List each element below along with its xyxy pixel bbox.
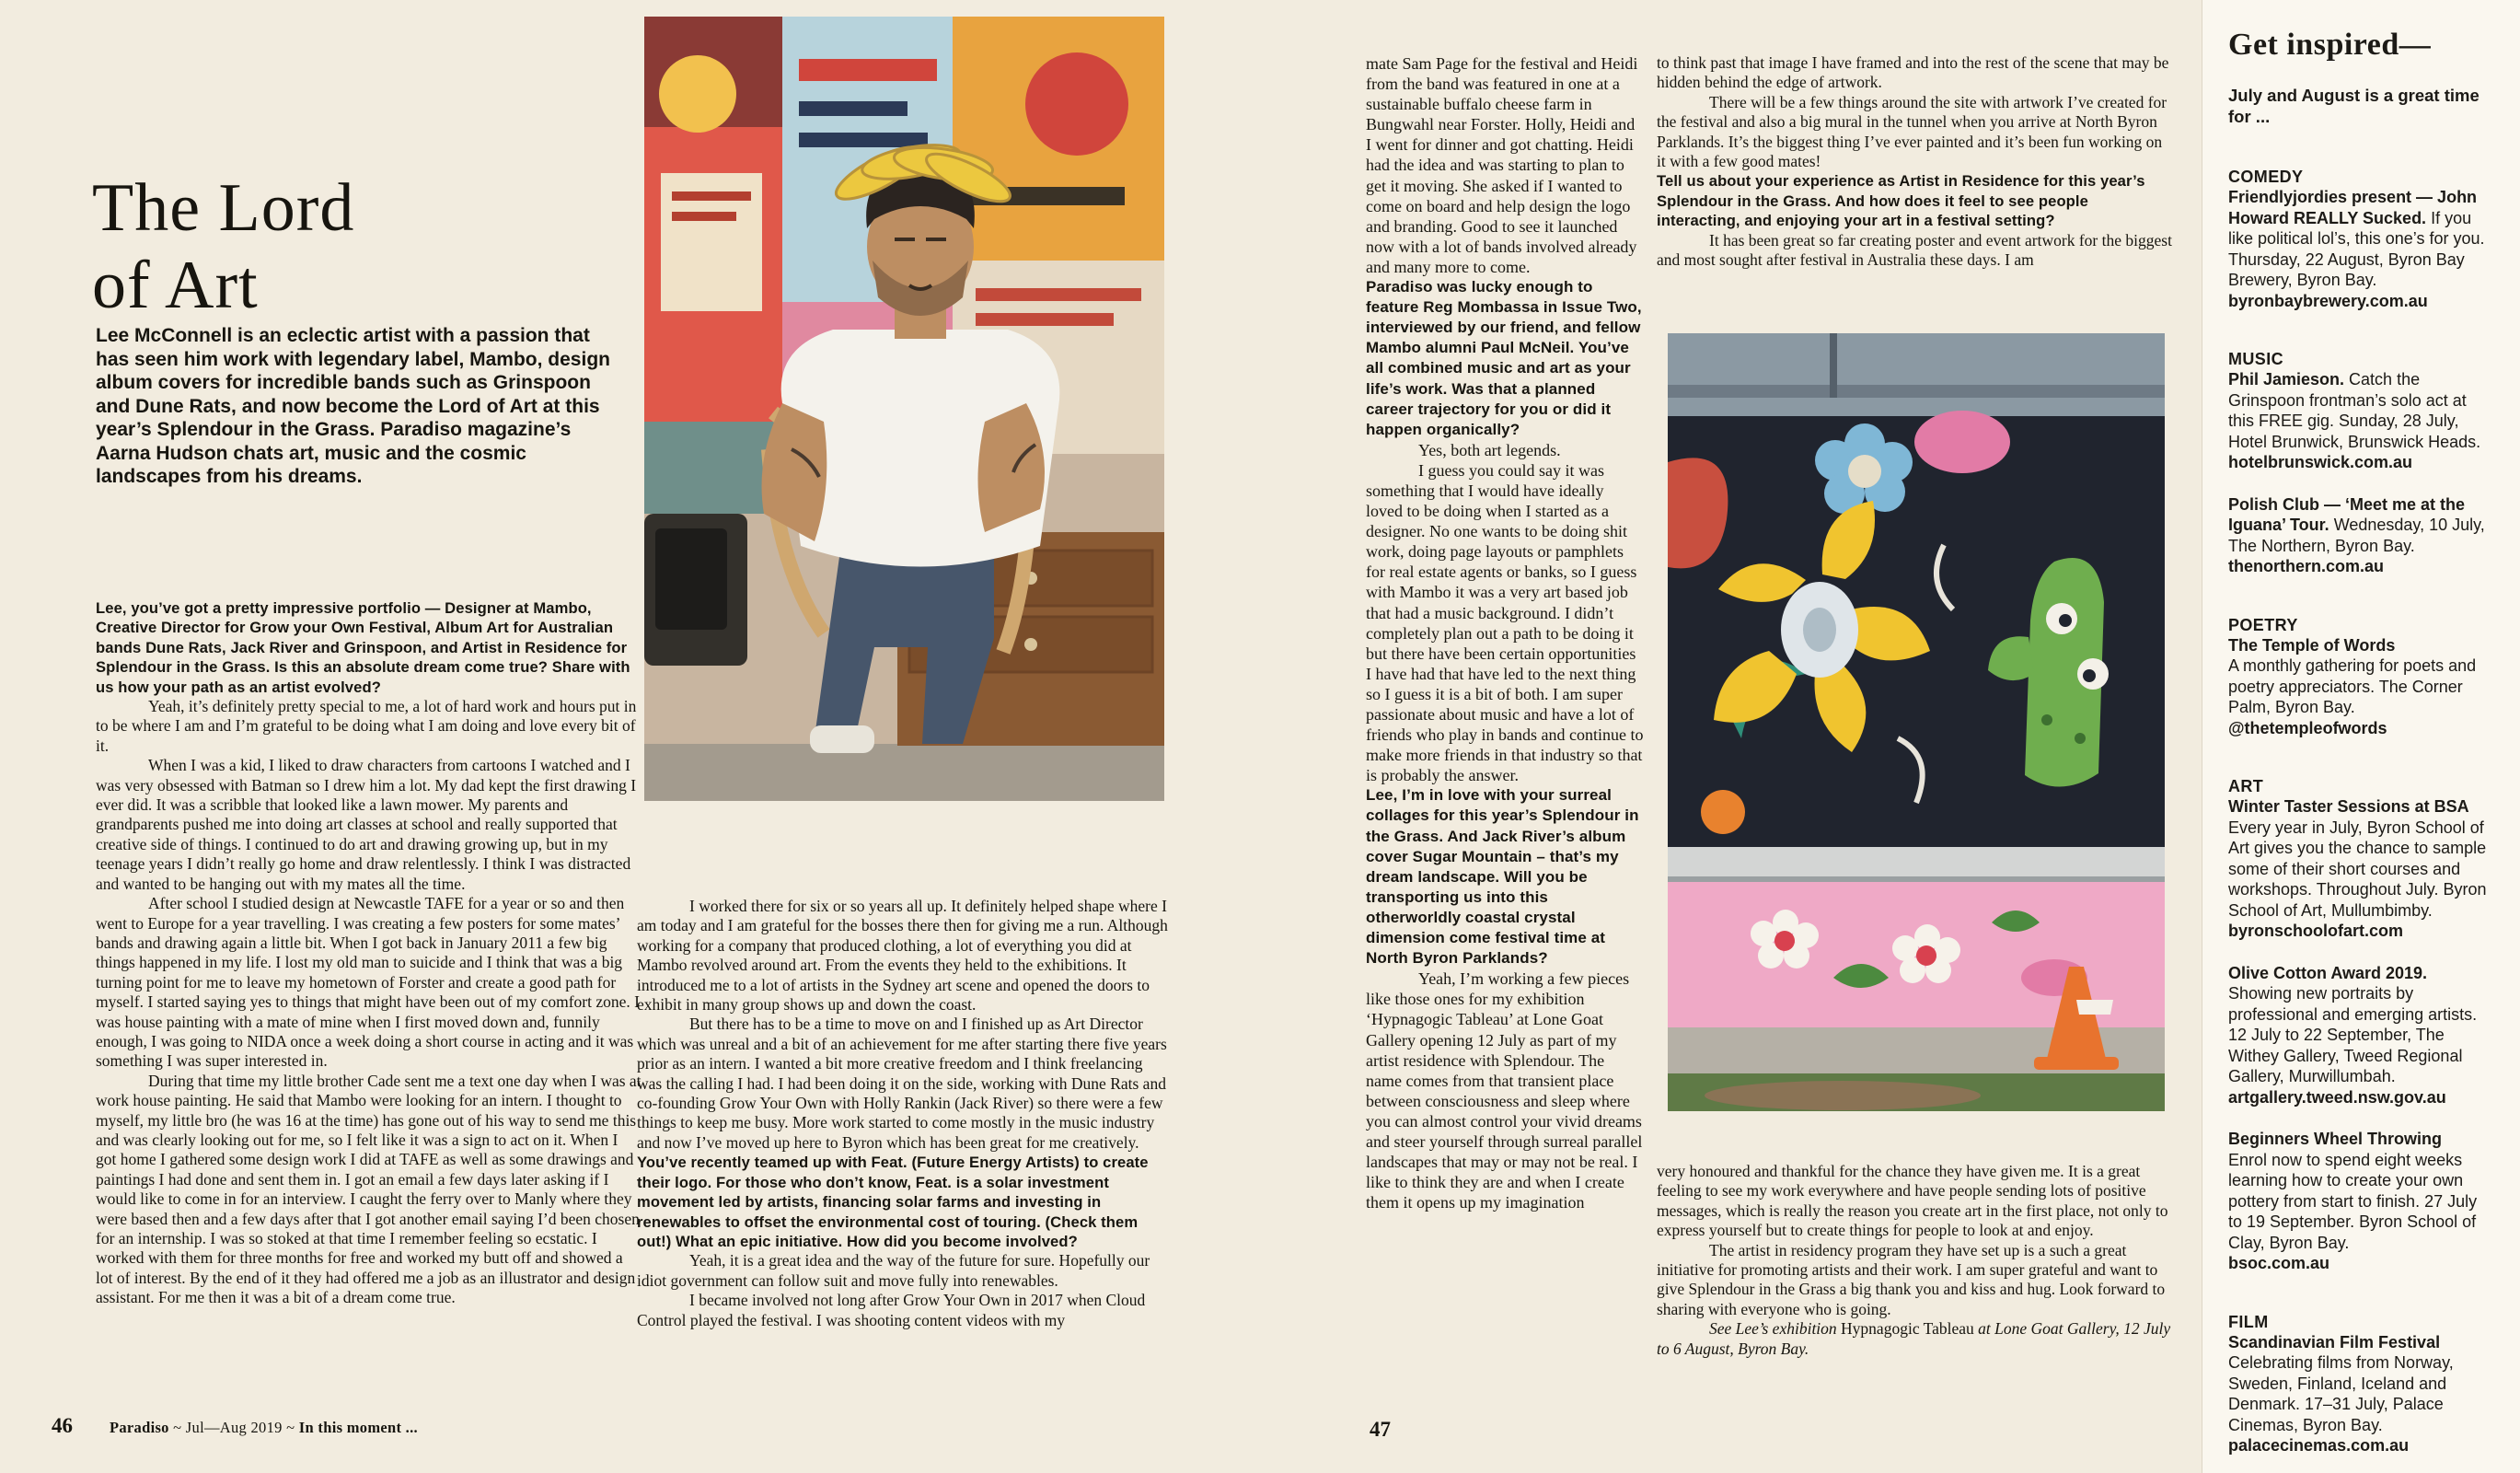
event-link: thenorthern.com.au <box>2228 557 2385 575</box>
left-page-footer <box>52 1414 418 1438</box>
event-title: Phil Jamieson. <box>2228 370 2345 389</box>
sky <box>1668 333 2165 416</box>
article-column-1 <box>96 598 642 1308</box>
event-title: The Temple of Words <box>2228 635 2396 655</box>
article-paragraph: It has been great so far creating poster and event artwork for the biggest and most sought after festival in Australia these days. I am <box>1657 230 2172 270</box>
article-paragraph: When I was a kid, I liked to draw characters from cartoons I watched and I was very obsessed with Batman so I drew him a lot. My dad kept the first drawing I ever did. It was a scribble that looked like a lawn mower. My parents and grandparents pushed me into doing art classes at school and really supported that creative side of things. I continued to do art and drawing growing up, but in my teenage years I didn’t really go home and draw relentlessly. I think I was distracted and wanted to be hanging out with my mates all the time. <box>96 756 637 893</box>
event-listing <box>2228 635 2494 739</box>
article-column-4-top <box>1657 53 2174 270</box>
event-title: Beginners Wheel Throwing <box>2228 1130 2443 1148</box>
title-line-2: of Art <box>92 247 259 323</box>
interview-question: You’ve recently teamed up with Feat. (Future Energy Artists) to create their logo. For those who don’t know, Feat. is a solar investment movement led by artists, financing solar farms and investing in renewables to offset the environmental cost of touring. (Check them out!) What an epic initiative. How did you become involved? <box>637 1154 1149 1250</box>
article-paragraph: The artist in residency program they have set up is a such a great initiative for promoting artists and their work. I am super grateful and want to give Splendour in the Grass a big thank you and kiss and hug. Look forward to sharing with everyone who is going. <box>1657 1240 2166 1318</box>
event-listing <box>2228 963 2494 1108</box>
exhibition-note <box>1657 1319 2179 1359</box>
event-link: bsoc.com.au <box>2228 1254 2330 1272</box>
sidebar-category: FILM <box>2228 1312 2269 1331</box>
get-inspired-sidebar <box>2202 0 2520 1473</box>
event-link: byronbaybrewery.com.au <box>2228 291 2428 310</box>
article-paragraph: There will be a few things around the site with artwork I’ve created for the festival and also a big mural in the tunnel when you arrive at North Byron Parklands. It’s the biggest thing I’ve ever painted and it’s been fun working on it with a few good mates! <box>1657 92 2167 171</box>
note-italic-start: See Lee’s exhibition <box>1709 1319 1842 1339</box>
sidebar-section-comedy <box>2228 168 2494 311</box>
article-paragraph: Yes, both art legends. <box>1418 440 1561 459</box>
sneaker <box>810 725 874 753</box>
article-paragraph: Yeah, it is a great idea and the way of the future for sure. Hopefully our idiot government can follow suit and move fully into renewables. <box>637 1251 1150 1290</box>
article-paragraph: I guess you could say it was something that I would have ideally loved to be doing when I started as a designer. No one wants to be doing shit work, doing page layouts or pamphlets for real estate agents or banks, so I guess with Mambo it was a very art based job that had a music background. I didn’t completely plan out a path to be doing it but there have been certain opportunities I have had that have led to the next thing so I guess it is a bit of both. I am super passionate about music and have a lot of friends who play in bands and continue to make more friends in that industry so that is probably the answer. <box>1366 460 1644 785</box>
mural-photo <box>1668 333 2165 1111</box>
article-paragraph: Yeah, it’s definitely pretty special to me, a lot of hard work and hours put in to be where I am and I’m grateful to be doing what I am doing and love every bit of it. <box>96 697 637 755</box>
sidebar-heading: Get inspired— <box>2228 28 2432 62</box>
interview-question: Tell us about your experience as Artist in Residence for this year’s Splendour in the Grass. And how does it feel to see people interacting, and enjoying your art in a festival setting? <box>1657 172 2145 230</box>
event-link: hotelbrunswick.com.au <box>2228 453 2413 471</box>
event-listing <box>2228 1332 2494 1456</box>
event-details: If you like political lol’s, this one’s for you. Thursday, 22 August, Byron Bay Brewery, Byron Bay. <box>2228 208 2485 289</box>
tv-set <box>644 514 747 666</box>
article-column-2 <box>637 897 1171 1330</box>
sidebar-category: COMEDY <box>2228 168 2304 186</box>
floor <box>644 744 1164 801</box>
footer-text <box>110 1419 418 1437</box>
event-listing <box>2228 187 2494 311</box>
article-paragraph: very honoured and thankful for the chance they have given me. It is a great feeling to see my work everywhere and have people sending lots of positive messages, which is really the reason you create art in the first place, not only to express yourself but to create things for people to look at and enjoy. <box>1657 1162 2168 1240</box>
sidebar-section-music <box>2228 350 2494 577</box>
event-link: palacecinemas.com.au <box>2228 1436 2410 1455</box>
event-listing <box>2228 1129 2494 1274</box>
article-paragraph: to think past that image I have framed and into the rest of the scene that may be hidden behind the edge of artwork. <box>1657 53 2169 92</box>
event-title: Scandinavian Film Festival <box>2228 1332 2441 1351</box>
event-title: Winter Taster Sessions at BSA <box>2228 797 2469 816</box>
sidebar-section-poetry <box>2228 616 2494 739</box>
interview-question: Lee, you’ve got a pretty impressive portfolio — Designer at Mambo, Creative Director for Grow your Own Festival, Album Art for Australian bands Dune Rats, Jack River and Grinspoon, and Artist in Residence for Splendour in the Grass. Is this an absolute dream come true? Share with us how your path as an artist evolved? <box>96 599 630 696</box>
event-details: Every year in July, Byron School of Art gives you the chance to sample some of their short courses and workshops. Throughout July. Byron School of Art, Mullumbimby. <box>2228 818 2487 920</box>
sidebar-intro: July and August is a great time for ... <box>2228 86 2480 126</box>
article-paragraph: Yeah, I’m working a few pieces like those ones for my exhibition ‘Hypnagogic Tableau’ at Lone Goat Gallery opening 12 July as part of my artist residence with Splendour. The name comes from that transient place between consciousness and sleep where you can almost control your vivid dreams and steer yourself through surreal parallel landscapes that may or may not be real. I like to think they are and when I create them it opens up my imagination <box>1366 969 1643 1212</box>
event-listing <box>2228 494 2494 577</box>
footer-section: In this moment ... <box>298 1419 418 1436</box>
event-title: Polish Club — ‘Meet me at the Iguana’ Tour. <box>2228 494 2466 534</box>
portrait-photo <box>644 17 1164 801</box>
title-line-1: The Lord <box>92 169 355 246</box>
ledge <box>1668 847 2165 880</box>
interview-question: Paradiso was lucky enough to feature Reg Mombassa in Issue Two, interviewed by our friend, and fellow Mambo alumni Paul McNeil. You’ve all combined music and art as your life’s work. Was that a planned career trajectory for you or did it happen organically? <box>1366 278 1642 438</box>
event-details: Celebrating films from Norway, Sweden, Finland, Iceland and Denmark. 17–31 July, Palace Cinemas, Byron Bay. <box>2228 1353 2454 1434</box>
event-details: Wednesday, 10 July, The Northern, Byron Bay. <box>2228 516 2485 555</box>
event-title: Friendlyjordies present — John Howard REALLY Sucked. <box>2228 188 2478 227</box>
footer-issue: ~ Jul—Aug 2019 ~ <box>168 1419 299 1436</box>
event-title: Olive Cotton Award 2019. <box>2228 963 2428 982</box>
event-details: Showing new portraits by professional and emerging artists. 12 July to 22 September, The Withey Gallery, Tweed Regional Gallery, Murwillumbah. <box>2228 984 2478 1085</box>
dirt <box>1705 1081 1981 1110</box>
event-listing <box>2228 369 2494 473</box>
page-title <box>92 169 354 324</box>
page-number-left: 46 <box>52 1414 73 1437</box>
article-standfirst: Lee McConnell is an eclectic artist with a passion that has seen him work with legendary label, Mambo, design album covers for incredible bands such as Grinspoon and Dune Rats, and now become the Lord of Art at this year’s Splendour in the Grass. Paradiso magazine’s Aarna Hudson chats art, music and the cosmic landscapes from his dreams. <box>96 325 610 487</box>
article-paragraph: mate Sam Page for the festival and Heidi from the band was featured in one at a sustainable buffalo cheese farm in Bungwahl near Forster. Holly, Heidi and I went for dinner and got chatting. Heidi had the idea and was starting to plan to get it moving. She asked if I wanted to come on board and help design the logo and branding. Good to see it launched now with a lot of bands involved already and many more to come. <box>1366 54 1638 276</box>
sidebar-category: ART <box>2228 777 2264 795</box>
event-details: Catch the Grinspoon frontman’s solo act at this FREE gig. Sunday, 28 July, Hotel Brunwick, Brunswick Heads. <box>2228 370 2481 451</box>
event-listing <box>2228 796 2494 942</box>
article-paragraph: After school I studied design at Newcastle TAFE for a year or so and then went to Europe for a year travelling. I was creating a few posters for some mates’ bands and drawing again a little bit. When I got back in January 2011 a few big things happened in my life. I lost my old man to suicide and I think that was a big turning point for me to leave my hometown of Forster and create a good path for myself. I started saying yes to things that might have been out of my comfort zone. I was house painting with a mate of mine when I first moved down and, funnily enough, I was going to NIDA once a week doing a short course in acting and it was something I was super interested in. <box>96 894 640 1071</box>
article-paragraph: During that time my little brother Cade sent me a text one day when I was at work house painting. He said that Mambo were looking for an intern. I thought to myself, my little bro (he was 16 at the time) has gone out of his way to send me this and was clearly looking out for me, so I felt like it was a sign to act on it. When I got home I gathered some design work I did at TAFE as well as some drawings and paintings I had done and sent them in. I got an email a few days later asking if I would like to come in for an interview. I caught the ferry over to Manly where they were based then and a few days after that I got another email saying I’d been chosen for an internship. I was so stoked at that time I remember feeling so ecstatic. I worked with them for three months for free and worked my butt off and showed a lot of interest. By the end of it they had offered me a job as an illustrator and design assistant. For me then it was a bit of a dream come true. <box>96 1071 642 1307</box>
sidebar-section-film <box>2228 1313 2494 1456</box>
article-paragraph: I became involved not long after Grow Your Own in 2017 when Cloud Control played the festival. I was shooting content videos with my <box>637 1291 1146 1329</box>
article-column-4-bottom <box>1657 1162 2179 1359</box>
article-paragraph: I worked there for six or so years all up. It definitely helped shape where I am today and I am grateful for the bosses there then for giving me a run. Although working for a company that produced clothing, a lot of everything you did at Mambo revolved around art. From the events they held to the exhibitions. It introduced me to a lot of artists in the Sydney art scene and opened the doors to exhibit in many group shows up and down the coast. <box>637 897 1168 1015</box>
page-number-right: 47 <box>1370 1418 1391 1441</box>
sidebar-section-art <box>2228 777 2494 1274</box>
sidebar-category: POETRY <box>2228 615 2298 634</box>
light-pole <box>1830 333 1837 398</box>
event-link: artgallery.tweed.nsw.gov.au <box>2228 1087 2446 1107</box>
article-paragraph: But there has to be a time to move on and I finished up as Art Director which was unreal and a bit of an achievement for me after starting there five years prior as an intern. I wanted a bit more creative freedom and I think freelancing was the calling I had. I had been doing it on the side, working with Dune Rats and co-founding Grow Your Own with Holly Rankin (Jack River) so there were a few things to keep me busy. More work started to come mostly in the music industry and now I’ve moved up here to Byron which has been great for me creatively. <box>637 1015 1167 1152</box>
note-exhibition-title: Hypnagogic Tableau <box>1841 1319 1974 1339</box>
sidebar-category: MUSIC <box>2228 350 2283 368</box>
event-link: byronschoolofart.com <box>2228 922 2404 940</box>
event-details: A monthly gathering for poets and poetry appreciators. The Corner Palm, Byron Bay. <box>2228 656 2477 716</box>
article-column-3 <box>1366 53 1644 1212</box>
event-link: @thetempleofwords <box>2228 718 2387 737</box>
note-italic-end: at Lone Goat Gallery, 12 July to 6 August, Byron Bay. <box>1657 1319 2171 1358</box>
interview-question: Lee, I’m in love with your surreal collages for this year’s Splendour in the Grass. And Jack River’s album cover Sugar Mountain – that’s my dream landscape. Will you be transporting us into this otherworldly coastal crystal dimension come festival time at North Byron Parklands? <box>1366 786 1639 968</box>
footer-brand: Paradiso <box>110 1419 169 1436</box>
event-details: Enrol now to spend eight weeks learning how to create your own pottery from start to finish. 27 July to 19 September. Byron School of Clay, Byron Bay. <box>2228 1150 2478 1252</box>
